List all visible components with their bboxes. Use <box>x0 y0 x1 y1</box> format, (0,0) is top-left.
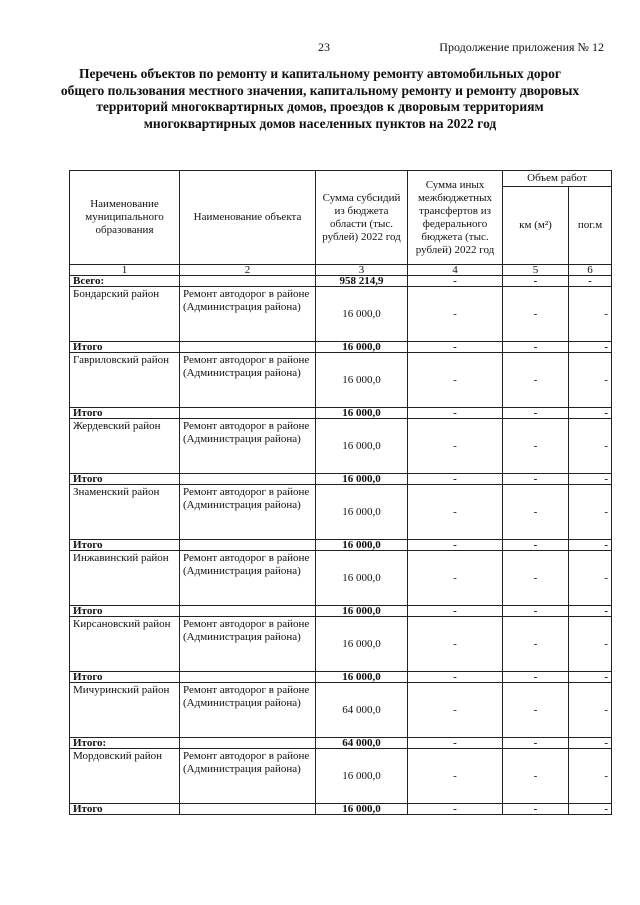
district-name: Мичуринский район <box>70 683 180 738</box>
subsidy-value: 16 000,0 <box>316 749 408 804</box>
header-volume: Объем работ <box>503 171 612 187</box>
grand-total-km: - <box>503 276 569 287</box>
object-name: Ремонт автодорог в районе (Администрация района) <box>180 485 316 540</box>
subtotal-subsidy: 64 000,0 <box>316 738 408 749</box>
subtotal-label: Итого: <box>70 738 180 749</box>
subtotal-pogm: - <box>569 342 612 353</box>
subtotal-subsidy: 16 000,0 <box>316 342 408 353</box>
km-value: - <box>503 353 569 408</box>
district-name: Кирсановский район <box>70 617 180 672</box>
subtotal-row <box>70 606 612 617</box>
header-km: км (м²) <box>503 187 569 265</box>
subtotal-empty <box>180 474 316 485</box>
pogm-value: - <box>569 353 612 408</box>
header-pogm: пог.м <box>569 187 612 265</box>
transfers-value: - <box>408 353 503 408</box>
grand-total-row <box>70 276 612 287</box>
district-row <box>70 419 612 474</box>
subtotal-empty <box>180 738 316 749</box>
subtotal-empty <box>180 540 316 551</box>
subtotal-subsidy: 16 000,0 <box>316 474 408 485</box>
subtotal-km: - <box>503 540 569 551</box>
subtotal-label: Итого <box>70 474 180 485</box>
subsidy-value: 16 000,0 <box>316 419 408 474</box>
district-row <box>70 683 612 738</box>
object-name: Ремонт автодорог в районе (Администрация района) <box>180 551 316 606</box>
district-row <box>70 353 612 408</box>
district-name: Жердевский район <box>70 419 180 474</box>
object-name: Ремонт автодорог в районе (Администрация района) <box>180 353 316 408</box>
subtotal-empty <box>180 342 316 353</box>
subtotal-subsidy: 16 000,0 <box>316 408 408 419</box>
km-value: - <box>503 485 569 540</box>
district-name: Мордовский район <box>70 749 180 804</box>
grand-total-pogm: - <box>569 276 612 287</box>
object-name: Ремонт автодорог в районе (Администрация района) <box>180 617 316 672</box>
subtotal-km: - <box>503 804 569 815</box>
subtotal-empty <box>180 672 316 683</box>
grand-total-transfers: - <box>408 276 503 287</box>
subtotal-row <box>70 408 612 419</box>
subtotal-km: - <box>503 342 569 353</box>
grand-total-subsidy: 958 214,9 <box>316 276 408 287</box>
object-name: Ремонт автодорог в районе (Администрация района) <box>180 287 316 342</box>
subtotal-subsidy: 16 000,0 <box>316 606 408 617</box>
subsidy-value: 64 000,0 <box>316 683 408 738</box>
subtotal-pogm: - <box>569 474 612 485</box>
subtotal-km: - <box>503 474 569 485</box>
subtotal-subsidy: 16 000,0 <box>316 804 408 815</box>
district-name: Гавриловский район <box>70 353 180 408</box>
transfers-value: - <box>408 749 503 804</box>
subtotal-pogm: - <box>569 606 612 617</box>
page-number: 23 <box>318 40 330 54</box>
subsidy-value: 16 000,0 <box>316 287 408 342</box>
subtotal-label: Итого <box>70 342 180 353</box>
transfers-value: - <box>408 419 503 474</box>
objects-table <box>69 170 612 815</box>
district-row <box>70 749 612 804</box>
subtotal-pogm: - <box>569 672 612 683</box>
district-name: Знаменский район <box>70 485 180 540</box>
subtotal-pogm: - <box>569 804 612 815</box>
subtotal-transfers: - <box>408 474 503 485</box>
subtotal-transfers: - <box>408 540 503 551</box>
pogm-value: - <box>569 617 612 672</box>
subsidy-value: 16 000,0 <box>316 551 408 606</box>
subtotal-km: - <box>503 672 569 683</box>
subtotal-row <box>70 540 612 551</box>
pogm-value: - <box>569 749 612 804</box>
grand-total-label: Всего: <box>70 276 180 287</box>
subtotal-transfers: - <box>408 738 503 749</box>
km-value: - <box>503 749 569 804</box>
subtotal-transfers: - <box>408 672 503 683</box>
transfers-value: - <box>408 683 503 738</box>
subtotal-transfers: - <box>408 408 503 419</box>
subtotal-row <box>70 474 612 485</box>
km-value: - <box>503 419 569 474</box>
column-number-row <box>70 265 612 276</box>
district-row <box>70 617 612 672</box>
subtotal-row <box>70 672 612 683</box>
subtotal-transfers: - <box>408 606 503 617</box>
header-transfers: Сумма иных межбюджетных трансфертов из федерального бюджета (тыс. рублей) 2022 год <box>408 171 503 265</box>
subtotal-row <box>70 738 612 749</box>
subsidy-value: 16 000,0 <box>316 485 408 540</box>
subtotal-subsidy: 16 000,0 <box>316 540 408 551</box>
header-municipality: Наименование муниципального образования <box>70 171 180 265</box>
subtotal-label: Итого <box>70 804 180 815</box>
subtotal-row <box>70 804 612 815</box>
subtotal-label: Итого <box>70 540 180 551</box>
subtotal-empty <box>180 606 316 617</box>
pogm-value: - <box>569 485 612 540</box>
object-name: Ремонт автодорог в районе (Администрация района) <box>180 683 316 738</box>
subtotal-transfers: - <box>408 342 503 353</box>
pogm-value: - <box>569 683 612 738</box>
transfers-value: - <box>408 287 503 342</box>
column-number: 5 <box>503 265 569 276</box>
object-name: Ремонт автодорог в районе (Администрация района) <box>180 419 316 474</box>
km-value: - <box>503 287 569 342</box>
column-number: 1 <box>70 265 180 276</box>
subsidy-value: 16 000,0 <box>316 353 408 408</box>
subtotal-empty <box>180 804 316 815</box>
district-name: Бондарский район <box>70 287 180 342</box>
km-value: - <box>503 617 569 672</box>
district-row <box>70 551 612 606</box>
subtotal-label: Итого <box>70 672 180 683</box>
column-number: 3 <box>316 265 408 276</box>
transfers-value: - <box>408 485 503 540</box>
km-value: - <box>503 683 569 738</box>
district-row <box>70 485 612 540</box>
subtotal-pogm: - <box>569 540 612 551</box>
pogm-value: - <box>569 551 612 606</box>
transfers-value: - <box>408 617 503 672</box>
transfers-value: - <box>408 551 503 606</box>
pogm-value: - <box>569 287 612 342</box>
subtotal-km: - <box>503 408 569 419</box>
grand-total-empty <box>180 276 316 287</box>
column-number: 2 <box>180 265 316 276</box>
subtotal-label: Итого <box>70 606 180 617</box>
pogm-value: - <box>569 419 612 474</box>
appendix-label: Продолжение приложения № 12 <box>439 40 604 54</box>
column-number: 4 <box>408 265 503 276</box>
subtotal-row <box>70 342 612 353</box>
column-number: 6 <box>569 265 612 276</box>
subtotal-pogm: - <box>569 408 612 419</box>
subtotal-empty <box>180 408 316 419</box>
subtotal-pogm: - <box>569 738 612 749</box>
header-object: Наименование объекта <box>180 171 316 265</box>
document-title: Перечень объектов по ремонту и капитальному ремонту автомобильных дорог общего пользования местного значения, капитальному ремонту и ремонту дворовых территорий многоквартирных домов, проездов к дворовым территориям многоквартирных домов населенных пунктов на 2022 год <box>60 66 580 131</box>
subsidy-value: 16 000,0 <box>316 617 408 672</box>
km-value: - <box>503 551 569 606</box>
district-name: Инжавинский район <box>70 551 180 606</box>
subtotal-transfers: - <box>408 804 503 815</box>
subtotal-km: - <box>503 606 569 617</box>
district-row <box>70 287 612 342</box>
object-name: Ремонт автодорог в районе (Администрация района) <box>180 749 316 804</box>
header-subsidy: Сумма субсидий из бюджета области (тыс. рублей) 2022 год <box>316 171 408 265</box>
subtotal-km: - <box>503 738 569 749</box>
subtotal-subsidy: 16 000,0 <box>316 672 408 683</box>
subtotal-label: Итого <box>70 408 180 419</box>
